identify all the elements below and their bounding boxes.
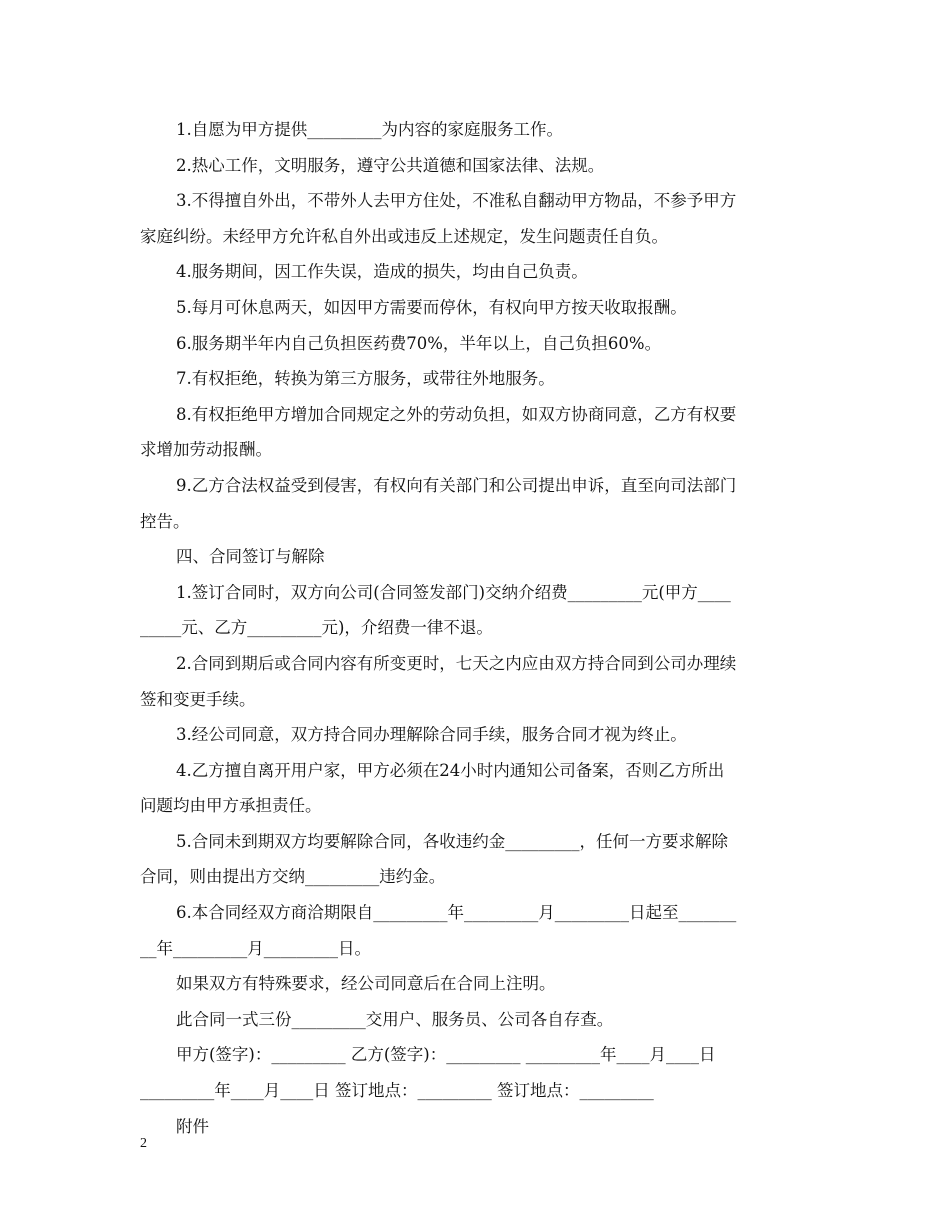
- text-line: 此合同一式三份_________交用户、服务员、公司各自存查。: [176, 1009, 614, 1029]
- text-line: 1.签订合同时，双方向公司(合同签发部门)交纳介绍费_________元(甲方____: [176, 582, 731, 602]
- text-line: 如果双方有特殊要求，经公司同意后在合同上注明。: [176, 974, 556, 994]
- text-line: 控告。: [140, 511, 190, 531]
- text-line: 4.服务期间，因工作失误，造成的损失，均由自己负责。: [176, 262, 588, 282]
- text-line: 6.服务期半年内自己负担医药费70%，半年以上，自己负担60%。: [176, 333, 662, 353]
- attachment-heading: 附件: [176, 1116, 209, 1136]
- text-line: __年_________月_________日。: [140, 938, 371, 958]
- text-line: 问题均由甲方承担责任。: [140, 796, 322, 816]
- text-line: 3.不得擅自外出，不带外人去甲方住处，不准私自翻动甲方物品，不参予甲方: [176, 191, 737, 211]
- text-line: 1.自愿为甲方提供_________为内容的家庭服务工作。: [176, 120, 563, 139]
- text-line: 4.乙方擅自离开用户家，甲方必须在24小时内通知公司备案，否则乙方所出: [176, 760, 725, 780]
- signature-line: _________年____月____日 签订地点：_________ 签订地点：_________: [140, 1081, 654, 1101]
- text-line: 2.合同到期后或合同内容有所变更时，七天之内应由双方持合同到公司办理续: [176, 653, 737, 673]
- section-heading: 四、合同签订与解除: [176, 547, 325, 567]
- text-line: 3.经公司同意，双方持合同办理解除合同手续，服务合同才视为终止。: [176, 725, 687, 745]
- text-line: 7.有权拒绝，转换为第三方服务，或带往外地服务。: [176, 369, 555, 389]
- text-line: 签和变更手续。: [140, 689, 256, 709]
- text-line: 求增加劳动报酬。: [140, 440, 272, 460]
- page-number: 2: [140, 1136, 147, 1151]
- text-line: 9.乙方合法权益受到侵害，有权向有关部门和公司提出申诉，直至向司法部门: [176, 475, 737, 495]
- text-line: 家庭纠纷。未经甲方允许私自外出或违反上述规定，发生问题责任自负。: [140, 226, 668, 246]
- signature-line: 甲方(签字)：_________ 乙方(签字)：_________ _________年____月____日: [176, 1045, 716, 1065]
- text-line: 2.热心工作，文明服务，遵守公共道德和国家法律、法规。: [176, 155, 605, 175]
- text-line: 合同，则由提出方交纳_________违约金。: [140, 867, 446, 887]
- document-body: [140, 117, 815, 1149]
- text-line: 5.每月可休息两天，如因甲方需要而停休，有权向甲方按天收取报酬。: [176, 297, 687, 317]
- text-line: _____元、乙方_________元)，介绍费一律不退。: [140, 618, 493, 638]
- text-line: 6.本合同经双方商洽期限自_________年_________月_________日起至_______: [176, 903, 737, 923]
- text-line: 5.合同未到期双方均要解除合同，各收违约金_________，任何一方要求解除: [176, 831, 728, 851]
- text-line: 8.有权拒绝甲方增加合同规定之外的劳动负担，如双方协商同意，乙方有权要: [176, 404, 737, 424]
